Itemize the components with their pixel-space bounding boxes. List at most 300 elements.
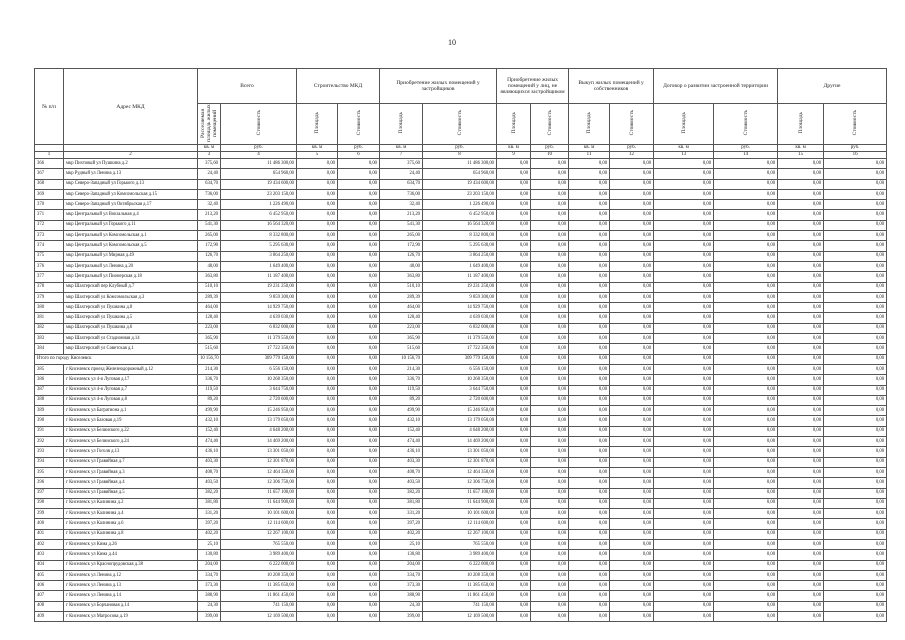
developers-cost: 13 179 050,00	[423, 416, 497, 426]
developers-cost: 19 231 250,00	[423, 282, 497, 292]
non-developers-cost: 0,00	[531, 364, 569, 374]
row-address: г Киселевск ул Базовая д.19	[64, 416, 198, 426]
non-developers-area: 0,00	[497, 560, 531, 570]
other-cost: 0,00	[824, 375, 887, 385]
total-area: 365,90	[198, 334, 221, 344]
non-developers-area: 0,00	[497, 612, 531, 622]
total-cost: 19 231 250,00	[221, 282, 297, 292]
other-area: 0,00	[778, 591, 824, 601]
developers-cost: 11 379 550,00	[423, 334, 497, 344]
contract-area: 0,00	[654, 375, 714, 385]
construction-area: 0,00	[297, 189, 338, 199]
construction-cost: 0,00	[338, 509, 380, 519]
other-area: 0,00	[778, 261, 824, 271]
buyout-cost: 0,00	[610, 292, 654, 302]
other-cost: 0,00	[824, 560, 887, 570]
header-num: № п/п	[35, 69, 64, 145]
construction-area: 0,00	[297, 612, 338, 622]
row-address: г Киселевск ул Гравийная д.4	[64, 478, 198, 488]
total-area: 402,20	[198, 529, 221, 539]
table-row	[35, 437, 887, 447]
non-developers-cost: 0,00	[531, 416, 569, 426]
buyout-cost: 0,00	[610, 426, 654, 436]
buyout-area: 0,00	[569, 416, 610, 426]
other-cost: 0,00	[824, 334, 887, 344]
contract-area: 0,00	[654, 570, 714, 580]
buyout-area: 0,00	[569, 303, 610, 313]
non-developers-cost: 0,00	[531, 478, 569, 488]
other-cost: 0,00	[824, 539, 887, 549]
construction-area: 0,00	[297, 539, 338, 549]
header-address: Адрес МКД	[64, 69, 198, 145]
row-number: 406	[35, 581, 64, 591]
total-area: 403,50	[198, 478, 221, 488]
developers-area: 736,00	[380, 189, 423, 199]
buyout-area: 0,00	[569, 437, 610, 447]
contract-cost: 0,00	[714, 539, 778, 549]
developers-area: 515,60	[380, 344, 423, 354]
construction-cost: 0,00	[338, 457, 380, 467]
non-developers-cost: 0,00	[531, 426, 569, 436]
construction-cost: 0,00	[338, 601, 380, 611]
row-number: 378	[35, 282, 64, 292]
contract-area: 0,00	[654, 169, 714, 179]
construction-cost: 0,00	[338, 581, 380, 591]
buyout-cost: 0,00	[610, 323, 654, 333]
buyout-cost: 0,00	[610, 437, 654, 447]
non-developers-area: 0,00	[497, 406, 531, 416]
row-address: мкр Шахтерский ул Пушкина д.6	[64, 323, 198, 333]
non-developers-cost: 0,00	[531, 179, 569, 189]
total-cost: 12 169 500,00	[221, 612, 297, 622]
row-number: 389	[35, 406, 64, 416]
developers-cost: 11 486 300,00	[423, 159, 497, 169]
construction-area: 0,00	[297, 581, 338, 591]
table-row	[35, 395, 887, 405]
contract-cost: 0,00	[714, 416, 778, 426]
table-row	[35, 529, 887, 539]
table-row	[35, 313, 887, 323]
buyout-cost: 0,00	[610, 200, 654, 210]
construction-cost: 0,00	[338, 416, 380, 426]
row-number: 398	[35, 498, 64, 508]
construction-area: 0,00	[297, 601, 338, 611]
total-cost: 8 332 800,00	[221, 231, 297, 241]
total-area: 289,39	[198, 292, 221, 302]
construction-cost: 0,00	[338, 560, 380, 570]
row-address: мкр Шахтерский пер Клубный д.7	[64, 282, 198, 292]
developers-area: 128,40	[380, 313, 423, 323]
contract-cost: 0,00	[714, 437, 778, 447]
header-colnum-row	[35, 152, 887, 159]
row-number: 374	[35, 241, 64, 251]
contract-cost: 0,00	[714, 601, 778, 611]
contract-area: 0,00	[654, 539, 714, 549]
developers-area: 388,90	[380, 591, 423, 601]
non-developers-cost: 0,00	[531, 509, 569, 519]
total-cost: 12 267 100,00	[221, 529, 297, 539]
construction-area: 0,00	[297, 498, 338, 508]
table-row	[35, 457, 887, 467]
row-number: 390	[35, 416, 64, 426]
construction-area: 0,00	[297, 560, 338, 570]
row-number: 383	[35, 334, 64, 344]
non-developers-area: 0,00	[497, 261, 531, 271]
construction-area: 0,00	[297, 354, 338, 364]
other-cost: 0,00	[824, 220, 887, 230]
other-area: 0,00	[778, 334, 824, 344]
unit-cell: кв. м	[497, 145, 531, 152]
column-number: 3	[198, 152, 221, 159]
contract-cost: 0,00	[714, 406, 778, 416]
non-developers-cost: 0,00	[531, 395, 569, 405]
column-number: 14	[714, 152, 778, 159]
developers-cost: 309 779 150,00	[423, 354, 497, 364]
developers-area: 402,20	[380, 529, 423, 539]
total-area: 214,30	[198, 364, 221, 374]
row-address: г Киселевск ул Белинского д.22	[64, 426, 198, 436]
row-address: г Киселевск проезд Железнодорожный д.12	[64, 364, 198, 374]
total-cost: 741 150,00	[221, 601, 297, 611]
non-developers-area: 0,00	[497, 385, 531, 395]
construction-cost: 0,00	[338, 200, 380, 210]
table-row	[35, 169, 887, 179]
developers-area: 403,50	[380, 478, 423, 488]
construction-area: 0,00	[297, 251, 338, 261]
row-number: 371	[35, 210, 64, 220]
contract-area: 0,00	[654, 354, 714, 364]
contract-cost: 0,00	[714, 612, 778, 622]
non-developers-area: 0,00	[497, 457, 531, 467]
buyout-area: 0,00	[569, 354, 610, 364]
buyout-cost: 0,00	[610, 488, 654, 498]
non-developers-cost: 0,00	[531, 313, 569, 323]
other-area: 0,00	[778, 498, 824, 508]
other-cost: 0,00	[824, 488, 887, 498]
contract-cost: 0,00	[714, 498, 778, 508]
construction-cost: 0,00	[338, 344, 380, 354]
total-cost: 12 464 350,00	[221, 467, 297, 477]
header-group-total: Всего	[198, 69, 297, 104]
developers-cost: 12 464 350,00	[423, 467, 497, 477]
unit-cell: кв. м	[198, 145, 221, 152]
developers-cost: 11 657 100,00	[423, 488, 497, 498]
total-area: 510,10	[198, 282, 221, 292]
total-cost: 6 222 000,00	[221, 560, 297, 570]
contract-area: 0,00	[654, 478, 714, 488]
other-cost: 0,00	[824, 313, 887, 323]
construction-cost: 0,00	[338, 210, 380, 220]
construction-area: 0,00	[297, 261, 338, 271]
non-developers-cost: 0,00	[531, 385, 569, 395]
total-area: 373,30	[198, 581, 221, 591]
total-cost: 1 226 490,00	[221, 200, 297, 210]
other-area: 0,00	[778, 539, 824, 549]
construction-cost: 0,00	[338, 550, 380, 560]
construction-area: 0,00	[297, 210, 338, 220]
row-number: 395	[35, 467, 64, 477]
buyout-area: 0,00	[569, 601, 610, 611]
contract-area: 0,00	[654, 292, 714, 302]
developers-cost: 1 226 490,00	[423, 200, 497, 210]
buyout-cost: 0,00	[610, 601, 654, 611]
buyout-cost: 0,00	[610, 251, 654, 261]
row-number: 402	[35, 539, 64, 549]
row-number: 392	[35, 437, 64, 447]
buyout-cost: 0,00	[610, 344, 654, 354]
contract-area: 0,00	[654, 519, 714, 529]
table-row	[35, 344, 887, 354]
construction-cost: 0,00	[338, 261, 380, 271]
developers-cost: 17 722 350,00	[423, 344, 497, 354]
developers-cost: 12 114 600,00	[423, 519, 497, 529]
other-cost: 0,00	[824, 601, 887, 611]
other-area: 0,00	[778, 550, 824, 560]
construction-cost: 0,00	[338, 292, 380, 302]
developers-area: 223,00	[380, 323, 423, 333]
row-number: 372	[35, 220, 64, 230]
row-address: мкр Центральный ул Вокзальная д.4	[64, 210, 198, 220]
other-area: 0,00	[778, 292, 824, 302]
other-area: 0,00	[778, 159, 824, 169]
contract-area: 0,00	[654, 251, 714, 261]
contract-cost: 0,00	[714, 509, 778, 519]
total-cost: 11 644 900,00	[221, 498, 297, 508]
buyout-area: 0,00	[569, 395, 610, 405]
non-developers-area: 0,00	[497, 323, 531, 333]
developers-area: 510,10	[380, 282, 423, 292]
construction-area: 0,00	[297, 416, 338, 426]
row-address: мкр Центральный ул Комсомольская д.1	[64, 231, 198, 241]
table-row	[35, 550, 887, 560]
table-body	[35, 159, 887, 622]
buyout-cost: 0,00	[610, 539, 654, 549]
other-cost: 0,00	[824, 189, 887, 199]
buyout-area: 0,00	[569, 169, 610, 179]
non-developers-area: 0,00	[497, 364, 531, 374]
contract-cost: 0,00	[714, 550, 778, 560]
developers-cost: 4 648 200,00	[423, 426, 497, 436]
unit-cell: руб.	[221, 145, 297, 152]
table-row	[35, 334, 887, 344]
buyout-area: 0,00	[569, 241, 610, 251]
contract-area: 0,00	[654, 447, 714, 457]
contract-area: 0,00	[654, 303, 714, 313]
non-developers-area: 0,00	[497, 200, 531, 210]
developers-cost: 654 960,00	[423, 169, 497, 179]
row-address: г Киселевск ул Калинина д.6	[64, 519, 198, 529]
other-cost: 0,00	[824, 231, 887, 241]
non-developers-area: 0,00	[497, 539, 531, 549]
non-developers-cost: 0,00	[531, 560, 569, 570]
construction-area: 0,00	[297, 488, 338, 498]
buyout-area: 0,00	[569, 406, 610, 416]
total-area: 25,10	[198, 539, 221, 549]
contract-cost: 0,00	[714, 447, 778, 457]
unit-cell: руб.	[423, 145, 497, 152]
developers-area: 432,10	[380, 416, 423, 426]
construction-area: 0,00	[297, 220, 338, 230]
other-area: 0,00	[778, 570, 824, 580]
total-area: 89,20	[198, 395, 221, 405]
non-developers-area: 0,00	[497, 581, 531, 591]
construction-area: 0,00	[297, 375, 338, 385]
contract-cost: 0,00	[714, 313, 778, 323]
buyout-cost: 0,00	[610, 385, 654, 395]
table-row	[35, 612, 887, 622]
row-number: 388	[35, 395, 64, 405]
row-address: г Киселевск ул Багратиона д.1	[64, 406, 198, 416]
buyout-area: 0,00	[569, 467, 610, 477]
other-area: 0,00	[778, 241, 824, 251]
construction-area: 0,00	[297, 292, 338, 302]
developers-cost: 741 150,00	[423, 601, 497, 611]
total-cost: 6 452 950,00	[221, 210, 297, 220]
total-area: 403,30	[198, 457, 221, 467]
total-area: 128,40	[198, 313, 221, 323]
construction-cost: 0,00	[338, 488, 380, 498]
row-number: 397	[35, 488, 64, 498]
column-number: 12	[610, 152, 654, 159]
table-row	[35, 364, 887, 374]
non-developers-area: 0,00	[497, 498, 531, 508]
non-developers-cost: 0,00	[531, 457, 569, 467]
other-area: 0,00	[778, 529, 824, 539]
developers-cost: 11 861 450,00	[423, 591, 497, 601]
buyout-area: 0,00	[569, 581, 610, 591]
total-cost: 12 114 600,00	[221, 519, 297, 529]
construction-area: 0,00	[297, 447, 338, 457]
total-area: 399,00	[198, 612, 221, 622]
non-developers-area: 0,00	[497, 488, 531, 498]
row-address: г Киселевск ул Гравийная д.3	[64, 467, 198, 477]
contract-area: 0,00	[654, 612, 714, 622]
other-cost: 0,00	[824, 385, 887, 395]
contract-cost: 0,00	[714, 210, 778, 220]
non-developers-area: 0,00	[497, 570, 531, 580]
non-developers-cost: 0,00	[531, 519, 569, 529]
table-row	[35, 323, 887, 333]
row-number: 407	[35, 591, 64, 601]
buyout-area: 0,00	[569, 612, 610, 622]
developers-area: 213,20	[380, 210, 423, 220]
construction-area: 0,00	[297, 426, 338, 436]
non-developers-area: 0,00	[497, 519, 531, 529]
other-cost: 0,00	[824, 498, 887, 508]
row-number: 367	[35, 169, 64, 179]
total-cost: 19 434 600,00	[221, 179, 297, 189]
construction-cost: 0,00	[338, 570, 380, 580]
non-developers-area: 0,00	[497, 189, 531, 199]
other-area: 0,00	[778, 437, 824, 447]
total-area: 432,10	[198, 416, 221, 426]
buyout-cost: 0,00	[610, 261, 654, 271]
header-total-cost: Стоимость	[221, 104, 297, 145]
row-address: г Киселевск ул Кима д.26	[64, 539, 198, 549]
non-developers-cost: 0,00	[531, 612, 569, 622]
buyout-area: 0,00	[569, 200, 610, 210]
column-number: 5	[297, 152, 338, 159]
non-developers-cost: 0,00	[531, 210, 569, 220]
column-number: 6	[338, 152, 380, 159]
construction-area: 0,00	[297, 364, 338, 374]
developers-area: 436,10	[380, 447, 423, 457]
non-developers-area: 0,00	[497, 169, 531, 179]
table-row	[35, 375, 887, 385]
buyout-area: 0,00	[569, 210, 610, 220]
construction-cost: 0,00	[338, 447, 380, 457]
developers-cost: 6 222 000,00	[423, 560, 497, 570]
contract-area: 0,00	[654, 241, 714, 251]
contract-area: 0,00	[654, 313, 714, 323]
table-row	[35, 251, 887, 261]
contract-area: 0,00	[654, 601, 714, 611]
row-address: г Киселевск ул Гравийная д.7	[64, 457, 198, 467]
table-row	[35, 478, 887, 488]
table-row	[35, 498, 887, 508]
non-developers-area: 0,00	[497, 395, 531, 405]
column-number: 2	[64, 152, 198, 159]
construction-cost: 0,00	[338, 354, 380, 364]
total-cost: 3 989 400,00	[221, 550, 297, 560]
other-area: 0,00	[778, 200, 824, 210]
total-cost: 11 486 300,00	[221, 159, 297, 169]
header-construction-cost: Стоимость	[338, 104, 380, 145]
contract-area: 0,00	[654, 385, 714, 395]
other-area: 0,00	[778, 395, 824, 405]
non-developers-cost: 0,00	[531, 200, 569, 210]
other-cost: 0,00	[824, 344, 887, 354]
construction-cost: 0,00	[338, 406, 380, 416]
row-address: мкр Шахтерский ул Советская д.1	[64, 344, 198, 354]
table-row	[35, 231, 887, 241]
construction-area: 0,00	[297, 519, 338, 529]
row-number: 386	[35, 375, 64, 385]
row-address: г Киселевск ул Гоголя д.13	[64, 447, 198, 457]
total-cost: 9 859 300,00	[221, 292, 297, 302]
other-area: 0,00	[778, 220, 824, 230]
buyout-cost: 0,00	[610, 406, 654, 416]
construction-area: 0,00	[297, 282, 338, 292]
total-area: 375,60	[198, 159, 221, 169]
developers-area: 336,70	[380, 375, 423, 385]
construction-cost: 0,00	[338, 529, 380, 539]
total-area: 515,60	[198, 344, 221, 354]
unit-cell: руб.	[714, 145, 778, 152]
buyout-cost: 0,00	[610, 581, 654, 591]
table-row	[35, 261, 887, 271]
other-area: 0,00	[778, 601, 824, 611]
total-cost: 654 960,00	[221, 169, 297, 179]
header-other-cost: Стоимость	[824, 104, 887, 145]
total-cost: 17 722 350,00	[221, 344, 297, 354]
total-area: 213,20	[198, 210, 221, 220]
non-developers-area: 0,00	[497, 282, 531, 292]
developers-cost: 11 644 900,00	[423, 498, 497, 508]
non-developers-cost: 0,00	[531, 406, 569, 416]
contract-cost: 0,00	[714, 591, 778, 601]
header-buyout-cost: Стоимость	[610, 104, 654, 145]
buyout-area: 0,00	[569, 509, 610, 519]
construction-area: 0,00	[297, 313, 338, 323]
non-developers-area: 0,00	[497, 313, 531, 323]
construction-area: 0,00	[297, 169, 338, 179]
contract-cost: 0,00	[714, 478, 778, 488]
construction-area: 0,00	[297, 509, 338, 519]
table-row	[35, 303, 887, 313]
buyout-area: 0,00	[569, 560, 610, 570]
row-number: 393	[35, 447, 64, 457]
